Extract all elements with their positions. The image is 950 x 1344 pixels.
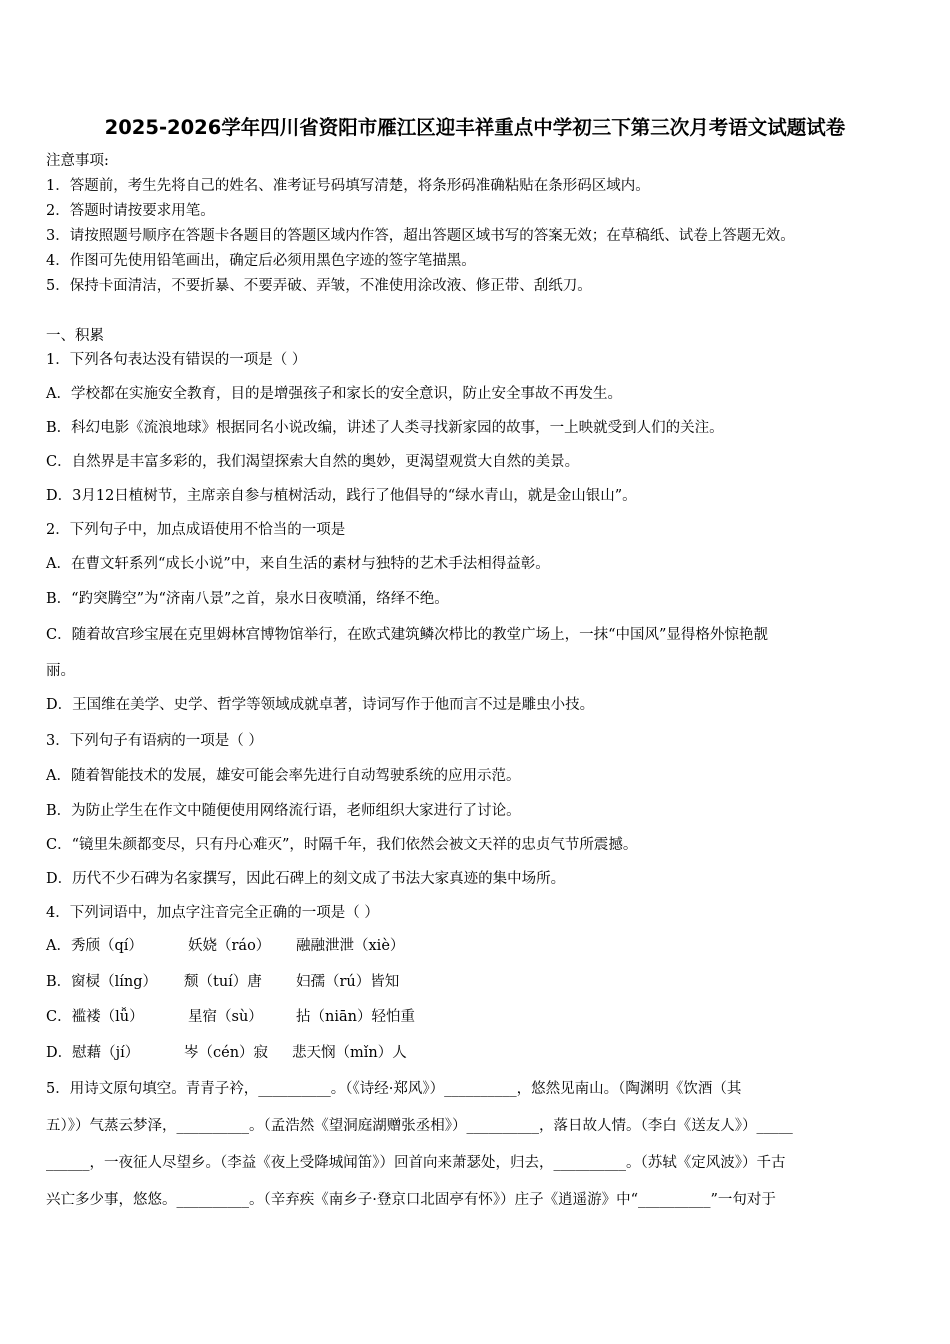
question-stem: 1．下列各句表达没有错误的一项是（ ） [46, 352, 307, 368]
notice-item: 1．答题前，考生先将自己的姓名、准考证号码填写清楚，将条形码准确粘贴在条形码区域内。 [46, 178, 650, 194]
word: 颓（tuí）唐 [184, 974, 262, 990]
option-d: D．王国维在美学、史学、哲学等领域成就卓著，诗词写作于他而言不过是雕虫小技。 [46, 697, 595, 713]
question-stem: 2．下列句子中，加点成语使用不恰当的一项是 [46, 522, 346, 538]
word: B．窗棂（líng） [46, 974, 158, 990]
word: 岑（cén）寂 [184, 1045, 269, 1061]
notice-item: 2．答题时请按要求用笔。 [46, 203, 215, 219]
notice-heading: 注意事项: [46, 153, 109, 169]
option-c: C．随着故宫珍宝展在克里姆林宫博物馆举行，在欧式建筑鳞次栉比的教堂广场上，一抹“中国风”显得格外惊艳靓 [46, 627, 768, 643]
option-b [46, 972, 399, 992]
option-c [46, 1007, 415, 1027]
option-a [46, 936, 404, 956]
question-stem: 4．下列词语中，加点字注音完全正确的一项是（ ） [46, 905, 379, 921]
option-c: C．“镜里朱颜都变尽，只有丹心难灭”，时隔千年，我们依然会被文天祥的忠贞气节所震撼。 [46, 837, 638, 853]
fill-in-line: ______，一夜征人尽望乡。（李益《夜上受降城闻笛》）回首向来萧瑟处，归去，__________。（苏轼《定风波》）千古 [46, 1155, 786, 1171]
option-c: C．自然界是丰富多彩的，我们渴望探索大自然的奥妙，更渴望观赏大自然的美景。 [46, 454, 580, 470]
word: 妖娆（ráo） [188, 938, 271, 954]
option-d: D．历代不少石碑为名家撰写，因此石碑上的刻文成了书法大家真迹的集中场所。 [46, 871, 566, 887]
question-stem: 3．下列句子有语病的一项是（ ） [46, 733, 263, 749]
option-a: A．学校都在实施安全教育，目的是增强孩子和家长的安全意识，防止安全事故不再发生。 [46, 386, 622, 402]
page-title: 2025-2026学年四川省资阳市雁江区迎丰祥重点中学初三下第三次月考语文试题试卷 [104, 116, 846, 139]
fill-in-line: 5．用诗文原句填空。青青子衿，__________。（《诗经·郑风》）__________，悠然见南山。（陶渊明《饮酒（其 [46, 1081, 742, 1097]
option-a: A．在曹文轩系列“成长小说”中，来自生活的素材与独特的艺术手法相得益彰。 [46, 556, 550, 572]
fill-in-line: 五）》）气蒸云梦泽，__________。（孟浩然《望洞庭湖赠张丞相》）__________，落日故人情。（李白《送友人》）_____ [46, 1118, 793, 1134]
option-b: B．科幻电影《流浪地球》根据同名小说改编，讲述了人类寻找新家园的故事，一上映就受到人们的关注。 [46, 420, 724, 436]
notice-item: 4．作图可先使用铅笔画出，确定后必须用黑色字迹的签字笔描黑。 [46, 253, 476, 269]
option-d: D．3月12日植树节，主席亲自参与植树活动，践行了他倡导的“绿水青山，就是金山银山”。 [46, 488, 637, 504]
option-a: A．随着智能技术的发展，雄安可能会率先进行自动驾驶系统的应用示范。 [46, 768, 521, 784]
section-heading: 一、积累 [46, 328, 104, 344]
fill-in-line: 兴亡多少事，悠悠。__________。（辛弃疾《南乡子·登京口北固亭有怀》）庄子《逍遥游》中“__________”一句对于 [46, 1192, 776, 1208]
option-b: B．为防止学生在作文中随便使用网络流行语，老师组织大家进行了讨论。 [46, 803, 521, 819]
word: 妇孺（rú）皆知 [296, 974, 400, 990]
word: 悲天悯（mǐn）人 [292, 1045, 407, 1061]
word: 融融泄泄（xiè） [296, 938, 405, 954]
option-c-continued: 丽。 [46, 663, 75, 679]
word: D．慰藉（jí） [46, 1045, 140, 1061]
word: 拈（niān）轻怕重 [296, 1009, 415, 1025]
word: A．秀颀（qí） [46, 938, 143, 954]
word: 星宿（sù） [188, 1009, 263, 1025]
notice-item: 3．请按照题号顺序在答题卡各题目的答题区域内作答，超出答题区域书写的答案无效；在草稿纸、试卷上答题无效。 [46, 228, 795, 244]
option-b: B．“趵突腾空”为“济南八景”之首，泉水日夜喷涌，络绎不绝。 [46, 591, 449, 607]
notice-item: 5．保持卡面清洁，不要折暴、不要弄破、弄皱，不准使用涂改液、修正带、刮纸刀。 [46, 278, 592, 294]
option-d [46, 1043, 407, 1063]
word: C．褴褛（lǚ） [46, 1009, 144, 1025]
